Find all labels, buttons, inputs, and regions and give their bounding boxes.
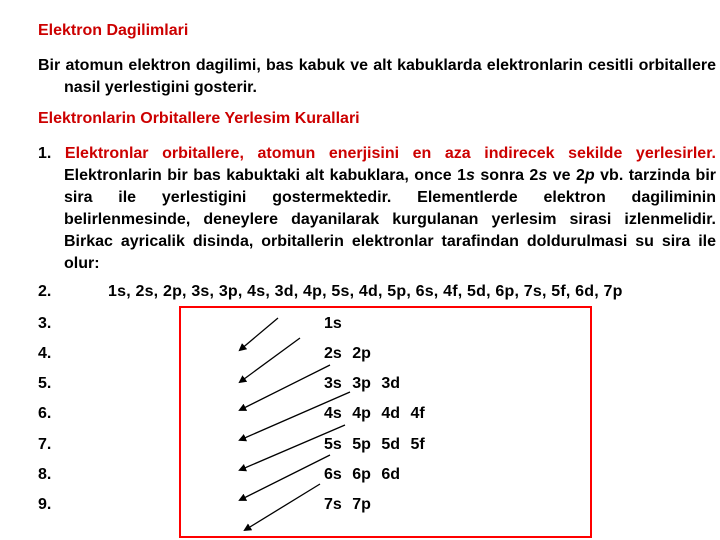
orbital-row: 1s [324,315,342,332]
orbital-row: 3s 3p 3d [324,375,401,392]
diagonal-arrow [240,455,330,500]
row-number: 4. [38,345,52,362]
page-title: Elektron Dagilimlari [38,22,189,39]
diagonal-arrow [245,484,320,530]
filling-order-sequence: 1s, 2s, 2p, 3s, 3p, 4s, 3d, 4p, 5s, 4d, 5p, 6s, 4f, 5d, 6p, 7s, 5f, 6d, 7p [108,283,623,300]
row-number: 2. [38,283,52,300]
diagonal-arrow [240,338,300,382]
orbital-row: 5s 5p 5d 5f [324,436,425,453]
orbital-row: 6s 6p 6d [324,466,401,483]
row-number: 7. [38,436,52,453]
orbital-row: 2s 2p [324,345,371,362]
orbital-row: 4s 4p 4d 4f [324,405,425,422]
row-number: 9. [38,496,52,513]
section-heading: Elektronlarin Orbitallere Yerlesim Kurallari [38,110,360,127]
rule-text-a: Elektronlarin bir bas kabuktaki alt kabuklara, once 1 [64,167,467,184]
row-number: 3. [38,315,52,332]
row-number: 8. [38,466,52,483]
rule-text-d: vb. tarzinda bir sira ile yerlestigini gostermektedir. Elementlerde elektron dagiliminin belirlenmesinde, deneylere dayanilarak kurgulanan yerlesim sirasi izlenmelidir. Birkac ayricalik disinda, orbitallerin elektronlar tarafindan doldurulmasi su sira ile olur: [64,167,716,272]
orbital-row: 7s 7p [324,496,371,513]
rule-red-text: Elektronlar orbitallere, atomun enerjisini en aza indirecek sekilde yerlesirler. [64,145,716,162]
intro-line-1: Bir atomun elektron dagilimi, bas kabuk ve alt kabuklarda elektronlarin [38,57,583,74]
rule-text-b: sonra 2 [474,167,539,184]
orbital-s: s [466,167,475,184]
intro-line-2: cesitli orbitallere nasil yerlestigini gosterir. [64,57,716,96]
orbital-s: s [538,167,548,184]
diagonal-arrow [240,318,278,350]
orbital-p: p [584,167,595,184]
row-number: 6. [38,405,52,422]
row-number: 5. [38,375,52,392]
rule-text-c: ve 2 [547,167,585,184]
rule-number: 1. [38,145,52,162]
